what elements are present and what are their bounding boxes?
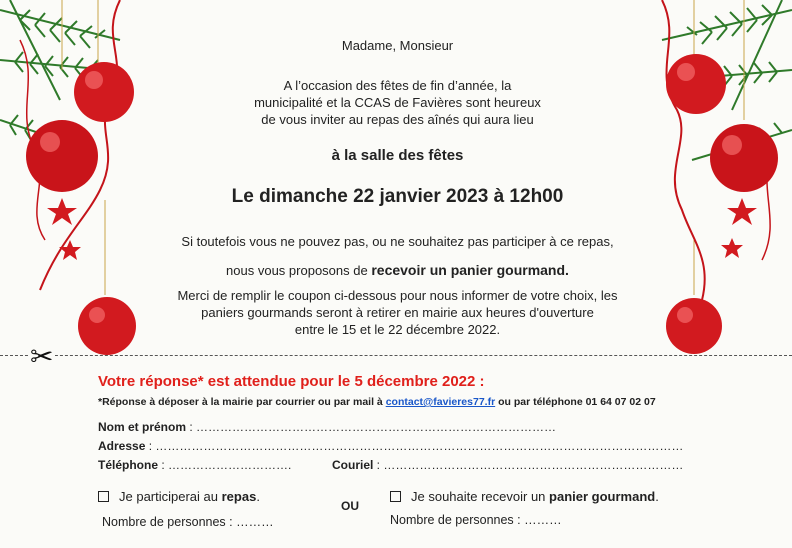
event-venue: à la salle des fêtes xyxy=(331,147,464,164)
intro-line: de vous inviter au repas des aînés qui aura lieu xyxy=(261,112,534,127)
star-icon xyxy=(721,198,757,258)
ornament-ball-icon xyxy=(666,54,778,354)
option-basket-text: Je souhaite recevoir un xyxy=(411,489,550,504)
email-dots: : ………………………………………………………………… xyxy=(373,458,684,472)
star-icon xyxy=(47,198,81,260)
name-field[interactable] xyxy=(98,420,556,434)
address-label: Adresse xyxy=(98,439,146,453)
event-date: Le dimanche 22 janvier 2023 à 12h00 xyxy=(231,186,564,207)
email-link[interactable]: contact@favieres77.fr xyxy=(385,396,496,408)
paragraph-instructions xyxy=(140,287,655,338)
paragraph-offer xyxy=(140,262,655,279)
cut-line xyxy=(0,355,792,356)
option-basket-end: . xyxy=(655,489,659,504)
intro-paragraph xyxy=(140,77,655,128)
pine-branch-icon xyxy=(0,0,120,150)
email-field[interactable] xyxy=(332,458,683,472)
intro-line: municipalité et la CCAS de Favières sont heureux xyxy=(254,95,541,110)
response-deadline-title: Votre réponse* est attendue pour le 5 décembre 2022 : xyxy=(98,373,485,390)
name-label: Nom et prénom xyxy=(98,420,187,434)
phone-field[interactable] xyxy=(98,458,291,472)
response-instructions xyxy=(98,396,656,408)
ornament-ball-icon xyxy=(26,62,136,355)
option-meal-end: . xyxy=(256,489,260,504)
meal-count-field[interactable]: Nombre de personnes : ……… xyxy=(102,515,274,529)
note-prefix: *Réponse à déposer à la mairie par courrier ou par mail à xyxy=(98,396,386,408)
christmas-decoration-right xyxy=(632,0,792,360)
scissors-icon: ✂ xyxy=(30,341,54,372)
checkbox-icon[interactable] xyxy=(390,491,401,502)
salutation: Madame, Monsieur xyxy=(341,38,454,53)
phone-label: Téléphone xyxy=(98,458,159,472)
instructions-line: entre le 15 et le 22 décembre 2022. xyxy=(294,322,501,337)
option-basket[interactable] xyxy=(390,489,659,504)
note-suffix: ou par téléphone 01 64 07 02 07 xyxy=(495,396,656,408)
address-field[interactable] xyxy=(98,439,683,453)
checkbox-icon[interactable] xyxy=(98,491,109,502)
intro-line: A l’occasion des fêtes de fin d’année, la xyxy=(283,78,512,93)
paragraph-decline: Si toutefois vous ne pouvez pas, ou ne souhaitez pas participer à ce repas, xyxy=(181,234,614,249)
christmas-decoration-left xyxy=(0,0,150,360)
basket-count-field[interactable]: Nombre de personnes : ……… xyxy=(390,513,562,527)
instructions-line: Merci de remplir le coupon ci-dessous pour nous informer de votre choix, les xyxy=(177,288,618,303)
or-separator: OU xyxy=(341,499,359,513)
offer-text: nous vous proposons de xyxy=(226,263,372,278)
address-dots: : …………………………………………………………………………………………………………………… xyxy=(145,439,684,453)
option-basket-bold: panier gourmand xyxy=(549,489,656,504)
option-meal-text: Je participerai au xyxy=(119,489,222,504)
offer-highlight: recevoir un panier gourmand. xyxy=(371,262,569,278)
pine-branch-icon xyxy=(662,0,792,160)
name-dots: : ……………………………………………………………………………… xyxy=(186,420,557,434)
phone-dots: : …………………………. xyxy=(158,458,292,472)
instructions-line: paniers gourmands seront à retirer en mairie aux heures d'ouverture xyxy=(201,305,594,320)
option-meal[interactable] xyxy=(98,489,260,504)
option-meal-bold: repas xyxy=(221,489,257,504)
email-label: Couriel xyxy=(332,458,374,472)
